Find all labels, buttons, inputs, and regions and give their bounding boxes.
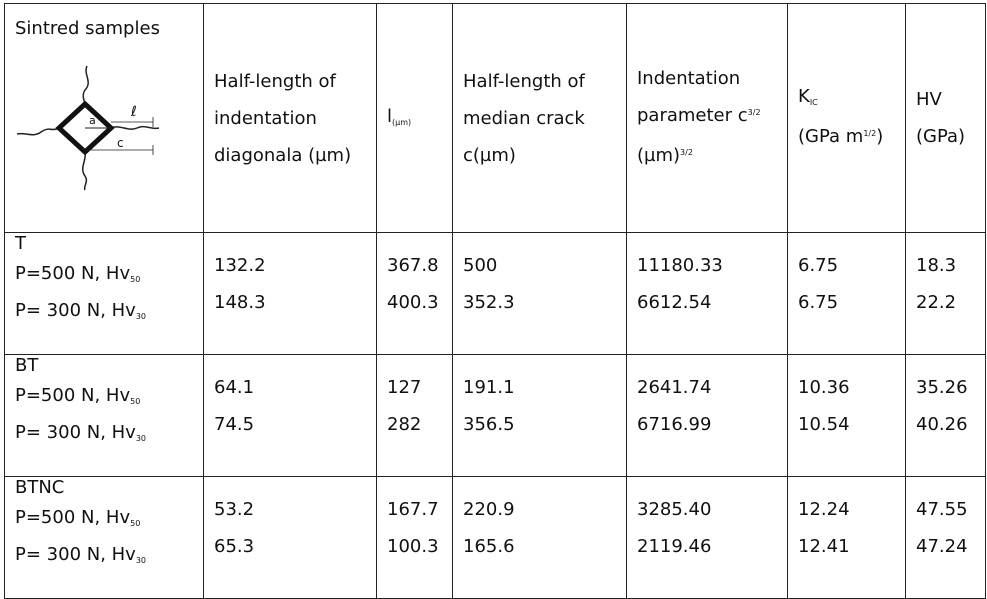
kic-cell <box>788 233 906 355</box>
value: 220.9 <box>463 499 515 520</box>
value: 2641.74 <box>637 377 712 398</box>
kic-cell <box>788 355 906 477</box>
header-kic-sub: IC <box>809 98 818 107</box>
l-cell <box>377 477 453 599</box>
hv-cell <box>906 233 986 355</box>
value: 3285.40 <box>637 499 712 520</box>
value: 64.1 <box>214 377 255 398</box>
l-cell <box>377 233 453 355</box>
load-300-label: P= 300 N, Hv <box>15 300 136 321</box>
crack-cell <box>453 355 627 477</box>
value: 367.8 <box>387 255 439 276</box>
header-crack-line2: median crack <box>463 107 585 129</box>
header-diag-line2: indentation <box>214 107 317 129</box>
load-300-sub: 30 <box>135 556 147 565</box>
value: 10.36 <box>798 377 850 398</box>
value: 74.5 <box>214 414 255 435</box>
header-kic-main: K <box>798 86 810 107</box>
table-row <box>5 477 986 599</box>
header-l-main: l <box>387 106 393 127</box>
header-kic <box>788 4 906 233</box>
value: 282 <box>387 414 422 435</box>
value: 2119.46 <box>637 536 712 557</box>
diag-cell <box>204 477 377 599</box>
sample-name: T <box>15 233 26 254</box>
value: 400.3 <box>387 292 439 313</box>
load-500-label: P=500 N, Hv <box>15 385 131 406</box>
header-l <box>377 4 453 233</box>
crack-cell <box>453 233 627 355</box>
value: 10.54 <box>798 414 850 435</box>
load-500-sub: 50 <box>130 519 141 528</box>
header-hv-unit: (GPa) <box>916 126 966 147</box>
load-500-label: P=500 N, Hv <box>15 507 131 528</box>
header-indent-sup: 3/2 <box>747 107 761 117</box>
load-300-label: P= 300 N, Hv <box>15 422 136 443</box>
value: 500 <box>463 255 498 276</box>
value: 167.7 <box>387 499 439 520</box>
header-diag <box>204 4 377 233</box>
header-row <box>5 4 986 233</box>
load-500-label: P=500 N, Hv <box>15 263 131 284</box>
header-samples-label: Sintred samples <box>15 18 160 39</box>
header-hv <box>906 4 986 233</box>
header-indentation <box>627 4 788 233</box>
l-cell <box>377 355 453 477</box>
value: 47.55 <box>916 499 968 520</box>
value: 165.6 <box>463 536 515 557</box>
crack-cell <box>453 477 627 599</box>
value: 12.24 <box>798 499 850 520</box>
value: 65.3 <box>214 536 255 557</box>
diagram-label-l: ℓ <box>131 104 137 120</box>
header-crack <box>453 4 627 233</box>
table-row <box>5 233 986 355</box>
header-diag-line1: Half-length of <box>214 70 336 92</box>
load-300-sub: 30 <box>135 434 147 443</box>
value: 6.75 <box>798 255 839 276</box>
sample-cell <box>5 355 204 477</box>
value: 12.41 <box>798 536 850 557</box>
header-crack-line1: Half-length of <box>463 70 585 92</box>
results-table <box>4 3 986 599</box>
hv-cell <box>906 355 986 477</box>
header-l-sub: (µm) <box>392 118 412 127</box>
value: 132.2 <box>214 255 266 276</box>
value: 100.3 <box>387 536 439 557</box>
value: 6.75 <box>798 292 839 313</box>
indent-cell <box>627 355 788 477</box>
value: 53.2 <box>214 499 255 520</box>
sample-cell <box>5 477 204 599</box>
value: 22.2 <box>916 292 957 313</box>
value: 47.24 <box>916 536 968 557</box>
value: 191.1 <box>463 377 515 398</box>
value: 6612.54 <box>637 292 712 313</box>
header-diag-line3: diagonala (µm) <box>214 144 352 166</box>
diagram-label-a: a <box>89 114 96 127</box>
header-indent-line1: Indentation <box>637 67 741 89</box>
header-hv-label: HV <box>916 89 942 110</box>
value: 35.26 <box>916 377 968 398</box>
value: 356.5 <box>463 414 515 435</box>
indent-cell <box>627 477 788 599</box>
load-300-sub: 30 <box>135 312 147 321</box>
header-kic-close: ) <box>876 126 884 147</box>
value: 148.3 <box>214 292 266 313</box>
indent-cell <box>627 233 788 355</box>
value: 40.26 <box>916 414 968 435</box>
header-indent-sup2: 3/2 <box>680 147 693 157</box>
kic-cell <box>788 477 906 599</box>
load-500-sub: 50 <box>130 275 141 284</box>
value: 11180.33 <box>637 255 723 276</box>
sample-cell <box>5 233 204 355</box>
sample-name: BTNC <box>15 477 65 498</box>
header-indent-line2: parameter c <box>637 104 748 126</box>
value: 352.3 <box>463 292 515 313</box>
header-kic-sup: 1/2 <box>863 129 877 138</box>
header-crack-line3: c(µm) <box>463 144 516 166</box>
sample-name: BT <box>15 355 39 376</box>
header-kic-unit: (GPa m <box>798 126 864 147</box>
header-indent-line3: (µm) <box>637 144 681 166</box>
indentation-diagram <box>13 52 163 192</box>
header-samples <box>5 4 204 233</box>
value: 127 <box>387 377 422 398</box>
diagram-label-c: c <box>117 136 124 150</box>
hv-cell <box>906 477 986 599</box>
table-row <box>5 355 986 477</box>
diag-cell <box>204 355 377 477</box>
value: 6716.99 <box>637 414 712 435</box>
load-500-sub: 50 <box>130 397 141 406</box>
diag-cell <box>204 233 377 355</box>
value: 18.3 <box>916 255 957 276</box>
load-300-label: P= 300 N, Hv <box>15 544 136 565</box>
